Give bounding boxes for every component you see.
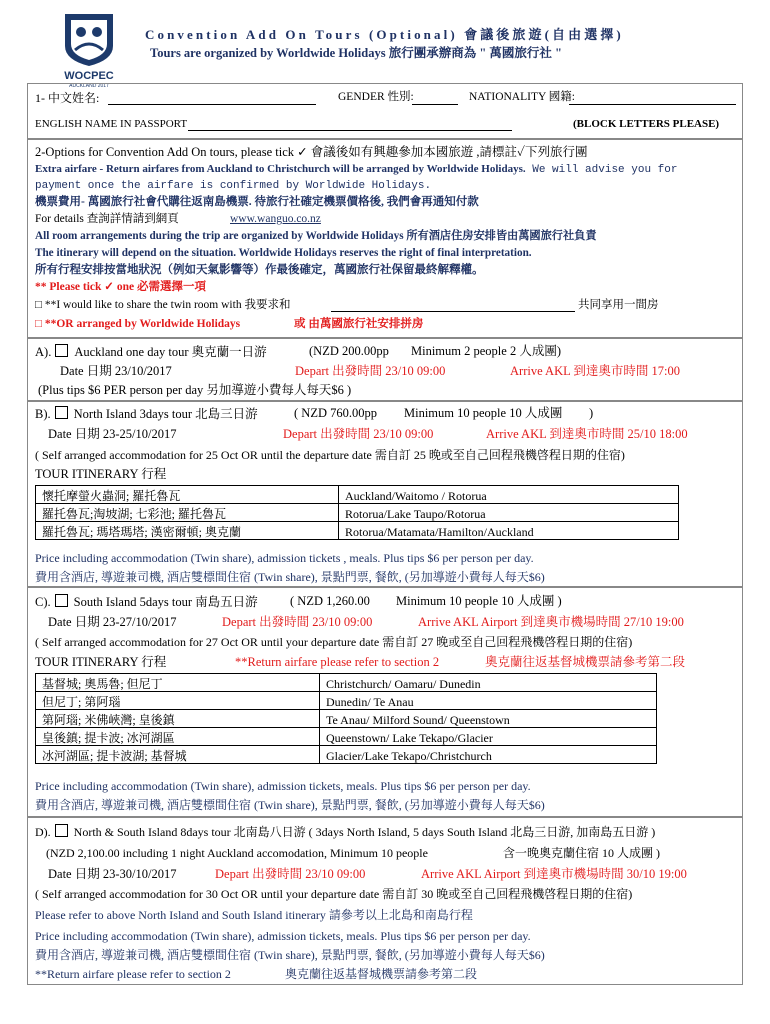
itinerary-en: Te Anau/ Milford Sound/ Queenstown <box>320 710 657 728</box>
airfare-chinese-note: 機票費用- 萬國旅行社會代購往返南島機票. 待旅行社確定機票價格後, 我們會再通知付款 <box>35 196 479 208</box>
tour-b-date: Date 日期 23-25/10/2017 <box>48 427 177 441</box>
tour-b-checkbox[interactable] <box>55 406 68 419</box>
tour-c-return-note-chinese: 奧克蘭往返基督城機票請參考第二段 <box>485 655 686 669</box>
tour-b-price: ( NZD 760.00pp <box>294 406 377 420</box>
page-title: Convention Add On Tours (Optional) 會議後旅遊(自由選擇) <box>145 27 624 42</box>
tour-d-date: Date 日期 23-30/10/2017 <box>48 867 177 881</box>
itinerary-note: The itinerary will depend on the situation. Worldwide Holidays reserves the right of final interpretation. <box>35 247 532 259</box>
tour-c-checkbox[interactable] <box>55 594 68 607</box>
tour-c-title: South Island 5days tour 南島五日游 <box>73 595 258 609</box>
tour-d-price: (NZD 2,100.00 including 1 night Auckland accomodation, Minimum 10 people <box>46 846 428 860</box>
itinerary-zh: 羅托魯瓦;淘坡湖; 七彩池; 羅托魯瓦 <box>36 504 339 522</box>
english-name-label: ENGLISH NAME IN PASSPORT <box>35 118 188 130</box>
tour-a-tips: (Plus tips $6 PER person per day 另加導遊小費每人每天$6 ) <box>38 383 352 397</box>
tour-d-price-including-chinese: 費用含酒店, 導遊兼司機, 酒店雙標間住宿 (Twin share), 景點門票, 餐飲, (另加導遊小費每人每天$6) <box>35 948 545 962</box>
nationality-field[interactable] <box>569 104 736 105</box>
page-subtitle: Tours are organized by Worldwide Holidays 旅行團承辦商為 " 萬國旅行社 " <box>150 46 562 60</box>
tour-c-itinerary-label: TOUR ITINERARY 行程 <box>35 655 167 669</box>
tour-a-letter: A). <box>35 345 52 359</box>
itinerary-en: Auckland/Waitomo / Rotorua <box>339 486 679 504</box>
extra-airfare-payment: payment once the airfare is confirmed by Worldwide Holidays. <box>35 180 432 192</box>
tour-b-itinerary-table <box>35 485 679 540</box>
tour-d-arrive: Arrive AKL Airport 到達奧市機場時間 30/10 19:00 <box>421 867 687 881</box>
itinerary-zh: 但尼丁; 第阿瑙 <box>36 692 320 710</box>
room-arrangements-note: All room arrangements during the trip are organized by Worldwide Holidays 所有酒店住房安排皆由萬國旅行社負責 <box>35 230 597 242</box>
details-link[interactable]: www.wanguo.co.nz <box>230 213 321 225</box>
tour-b-close: ) <box>589 406 594 420</box>
tour-a-date: Date 日期 23/10/2017 <box>60 364 172 378</box>
tour-d-accommodation: ( Self arranged accommodation for 30 Oct OR until your departure date 需自訂 30 晚或至自己回程飛機啓程日期的住宿) <box>35 887 633 901</box>
table-row <box>36 504 679 522</box>
share-room-option[interactable]: □ **I would like to share the twin room with 我要求和 <box>35 299 291 311</box>
tour-c-arrive: Arrive AKL Airport 到達奧市機場時間 27/10 19:00 <box>418 615 684 629</box>
wocpec-logo <box>55 10 123 88</box>
tour-c-minimum: Minimum 10 people 10 人成團 ) <box>396 594 562 608</box>
chinese-name-field[interactable] <box>108 104 316 105</box>
itinerary-zh: 懷托摩螢火蟲洞; 羅托魯瓦 <box>36 486 339 504</box>
tour-c-letter: C). <box>35 595 51 609</box>
itinerary-zh: 皇後鎮; 提卡波; 冰河湖區 <box>36 728 320 746</box>
tour-d-return-note: **Return airfare please refer to section 2 <box>35 967 231 981</box>
tour-b-depart: Depart 出發時間 23/10 09:00 <box>283 427 434 441</box>
options-heading: 2-Options for Convention Add On tours, please tick ✓ 會議後如有興趣參加本國旅遊 ,請標註✓下列旅行團 <box>35 145 588 159</box>
table-row <box>36 522 679 540</box>
table-row <box>36 728 657 746</box>
tour-d-depart: Depart 出發時間 23/10 09:00 <box>215 867 366 881</box>
tour-b-letter: B). <box>35 407 51 421</box>
table-row <box>36 710 657 728</box>
tour-c-price-including: Price including accommodation (Twin share), admission tickets, meals. Plus tips $6 per person per day. <box>35 779 531 793</box>
tour-a-arrive: Arrive AKL 到達奧市時間 17:00 <box>510 364 681 378</box>
tour-c-price-including-chinese: 費用含酒店, 導遊兼司機, 酒店雙標間住宿 (Twin share), 景點門票, 餐飲, (另加導遊小費每人每天$6) <box>35 798 545 812</box>
tour-b-arrive: Arrive AKL 到達奧市時間 25/10 18:00 <box>486 427 688 441</box>
tour-c-price: ( NZD 1,260.00 <box>290 594 370 608</box>
or-arranged-chinese: 或 由萬國旅行社安排拼房 <box>294 318 424 330</box>
tour-d-return-note-chinese: 奧克蘭往返基督城機票請參考第二段 <box>285 967 478 981</box>
gender-field[interactable] <box>412 104 458 105</box>
itinerary-en: Christchurch/ Oamaru/ Dunedin <box>320 674 657 692</box>
tour-b-minimum: Minimum 10 people 10 人成團 <box>404 406 563 420</box>
share-room-name-field[interactable] <box>331 311 575 312</box>
tour-c-depart: Depart 出發時間 23/10 09:00 <box>222 615 373 629</box>
table-row <box>36 692 657 710</box>
tour-d-checkbox[interactable] <box>55 824 68 837</box>
tour-a-price: (NZD 200.00pp <box>309 344 389 358</box>
tick-one-note: ** Please tick ✓ one 必需選擇一項 <box>35 281 206 293</box>
table-row <box>36 746 657 764</box>
tour-d-price-chinese: 含一晚奧克蘭住宿 10 人成團 ) <box>503 846 660 860</box>
tour-a-checkbox[interactable] <box>55 344 68 357</box>
tour-a-minimum: Minimum 2 people 2 人成團) <box>411 344 561 358</box>
logo-subtitle: AUCKLAND 2017 <box>69 83 109 88</box>
chinese-name-label: 1- 中文姓名: <box>35 91 100 105</box>
nationality-label: NATIONALITY 國籍: <box>469 91 575 103</box>
block-letters-note: (BLOCK LETTERS PLEASE) <box>573 118 720 130</box>
tour-b-accommodation: ( Self arranged accommodation for 25 Oct OR until the departure date 需自訂 25 晚或至自己回程飛機啓程日期的住宿) <box>35 448 625 462</box>
tour-d-title: North & South Island 8days tour 北南島八日游 ( 3days North Island, 5 days South Island 北島三日游, 加南島五日游 ) <box>73 825 656 839</box>
tour-b-title: North Island 3days tour 北島三日游 <box>73 407 258 421</box>
tour-d-refer: Please refer to above North Island and South Island itinerary 請參考以上北島和南島行程 <box>35 908 473 922</box>
itinerary-en: Rotorua/Lake Taupo/Rotorua <box>339 504 679 522</box>
logo-name: WOCPEC <box>64 70 114 82</box>
or-arranged-option[interactable]: □ **OR arranged by Worldwide Holidays <box>35 318 241 330</box>
tour-c-return-note: **Return airfare please refer to section 2 <box>235 655 440 669</box>
tour-c-date: Date 日期 23-27/10/2017 <box>48 615 177 629</box>
itinerary-note-chinese: 所有行程安排按當地狀況（例如天氣影響等）作最後確定，萬國旅行社保留最終解釋權。 <box>35 264 484 276</box>
tour-d-price-including: Price including accommodation (Twin share), admission tickets, meals. Plus tips $6 per person per day. <box>35 929 531 943</box>
tour-b-price-including: Price including accommodation (Twin share), admission tickets , meals. Plus tips $6 per person per day. <box>35 551 534 565</box>
extra-airfare-text: Extra airfare - Return airfares from Auckland to Christchurch will be arranged by Worldwide Holidays. <box>35 163 526 175</box>
share-room-end: 共同享用一間房 <box>578 299 659 311</box>
itinerary-zh: 基督城; 奧馬魯; 但尼丁 <box>36 674 320 692</box>
english-name-field[interactable] <box>188 130 512 131</box>
tour-a-depart: Depart 出發時間 23/10 09:00 <box>295 364 446 378</box>
gender-label: GENDER 性別: <box>338 91 414 103</box>
table-row <box>36 674 657 692</box>
tour-b-itinerary-label: TOUR ITINERARY 行程 <box>35 467 167 481</box>
itinerary-zh: 冰河湖區; 提卡波湖; 基督城 <box>36 746 320 764</box>
tour-b-price-including-chinese: 費用含酒店, 導遊兼司機, 酒店雙標間住宿 (Twin share), 景點門票, 餐飲, (另加導遊小費每人每天$6) <box>35 570 545 584</box>
itinerary-zh: 羅托魯瓦; 瑪塔瑪塔; 漢密爾頓; 奧克蘭 <box>36 522 339 540</box>
itinerary-en: Glacier/Lake Tekapo/Christchurch <box>320 746 657 764</box>
itinerary-en: Queenstown/ Lake Tekapo/Glacier <box>320 728 657 746</box>
itinerary-en: Rotorua/Matamata/Hamilton/Auckland <box>339 522 679 540</box>
tour-c-accommodation: ( Self arranged accommodation for 27 Oct OR until your departure date 需自訂 27 晚或至自己回程飛機啓程日期的住宿) <box>35 635 633 649</box>
details-label: For details 查詢詳情請到網頁 <box>35 213 179 225</box>
table-row <box>36 486 679 504</box>
tour-c-itinerary-table <box>35 673 657 764</box>
itinerary-en: Dunedin/ Te Anau <box>320 692 657 710</box>
tour-d-letter: D). <box>35 825 51 839</box>
extra-airfare-advise: We will advise you for <box>525 164 678 176</box>
itinerary-zh: 第阿瑙; 米佛峽灣; 皇後鎮 <box>36 710 320 728</box>
tour-a-title: Auckland one day tour 奧克蘭一日游 <box>74 345 267 359</box>
